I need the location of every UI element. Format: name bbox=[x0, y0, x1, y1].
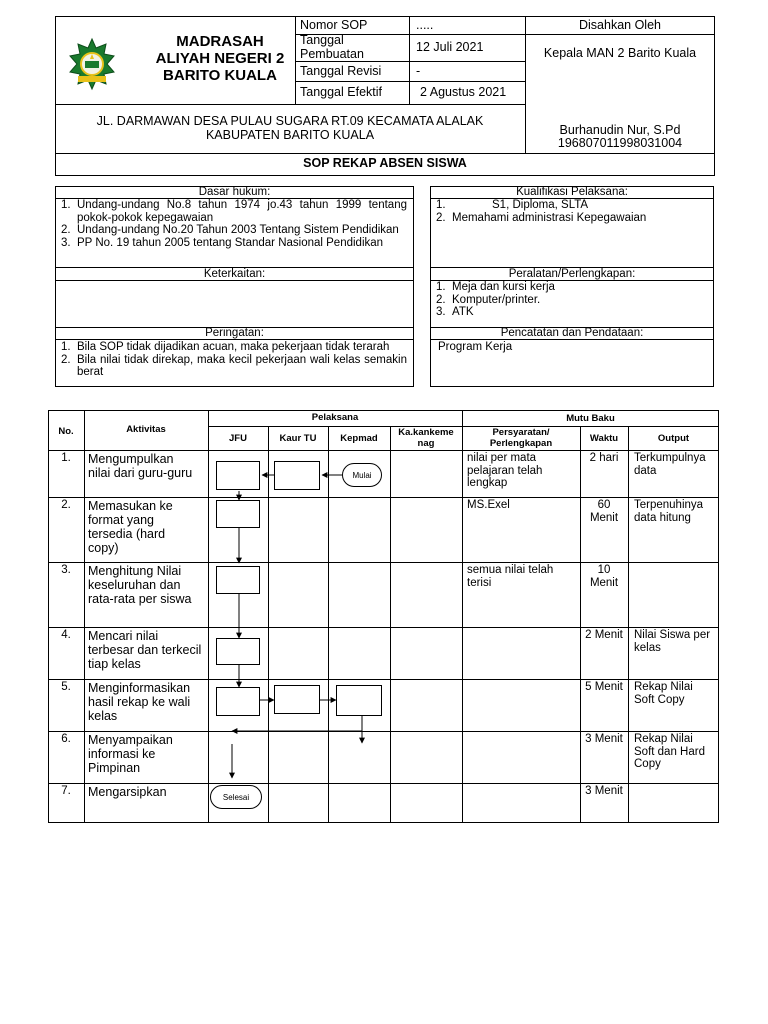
row-aktivitas: Mengumpulkan nilai dari guru-guru bbox=[88, 452, 193, 480]
col-header-output: Output bbox=[657, 433, 690, 444]
row-output: Rekap Nilai Soft dan Hard Copy bbox=[634, 733, 705, 770]
row-output: Nilai Siswa per kelas bbox=[634, 629, 711, 654]
flow-process-box bbox=[216, 638, 260, 665]
list-item: 2. Undang-undang No.20 Tahun 2003 Tentang Sistem Pendidikan bbox=[61, 224, 399, 236]
kualifikasi-title: Kualifikasi Pelaksana: bbox=[516, 186, 628, 198]
peralatan-title: Peralatan/Perlengkapan: bbox=[508, 268, 636, 280]
pencatatan-value: Program Kerja bbox=[438, 341, 513, 353]
row-aktivitas: Mengarsipkan bbox=[88, 785, 167, 799]
row-number: 4. bbox=[61, 629, 71, 641]
tanggal-efektif-value: 2 Agustus 2021 bbox=[420, 85, 507, 99]
institution-name: MADRASAH ALIYAH NEGERI 2 BARITO KUALA bbox=[155, 33, 285, 84]
list-item: 2. Bila nilai tidak direkap, maka kecil pekerjaan wali kelas semakin berat bbox=[61, 353, 407, 378]
tanggal-efektif-label: Tanggal Efektif bbox=[300, 85, 382, 99]
disahkan-jabatan: Kepala MAN 2 Barito Kuala bbox=[543, 46, 697, 60]
col-header-persyaratan: Persyaratan/ Perlengkapan bbox=[489, 427, 553, 449]
col-header-mutu: Mutu Baku bbox=[566, 413, 615, 424]
col-header-jfu: JFU bbox=[229, 433, 247, 444]
row-aktivitas: Menyampaikan informasi ke Pimpinan bbox=[88, 733, 173, 775]
flow-start-terminator: Mulai bbox=[342, 463, 382, 487]
row-aktivitas: Memasukan ke format yang tersedia (hard copy) bbox=[88, 499, 173, 555]
row-persyaratan: MS.Exel bbox=[467, 499, 510, 511]
row-waktu: 2 Menit bbox=[585, 629, 623, 641]
row-number: 1. bbox=[61, 452, 71, 464]
school-address: JL. DARMAWAN DESA PULAU SUGARA RT.09 KECAMATA ALALAK KABUPATEN BARITO KUALA bbox=[96, 114, 484, 142]
row-aktivitas: Menginformasikan hasil rekap ke wali kelas bbox=[88, 681, 191, 723]
row-number: 5. bbox=[61, 681, 71, 693]
flow-end-terminator: Selesai bbox=[210, 785, 262, 809]
list-item: 2. Memahami administrasi Kepegawaian bbox=[436, 211, 647, 224]
flow-process-box bbox=[274, 685, 320, 714]
list-item: 3. PP No. 19 tahun 2005 tentang Standar Nasional Pendidikan bbox=[61, 236, 384, 249]
row-waktu: 10 Menit bbox=[589, 564, 619, 589]
pencatatan-title: Pencatatan dan Pendataan: bbox=[500, 327, 644, 339]
tanggal-pembuatan-label: Tanggal Pembuatan bbox=[300, 33, 364, 61]
row-number: 7. bbox=[61, 785, 71, 797]
nomor-sop-value: ..... bbox=[416, 18, 434, 32]
col-header-kaur-tu: Kaur TU bbox=[279, 433, 317, 444]
tanggal-revisi-label: Tanggal Revisi bbox=[300, 64, 382, 78]
row-waktu: 3 Menit bbox=[585, 733, 623, 745]
flow-process-box bbox=[216, 566, 260, 594]
row-output: Rekap Nilai Soft Copy bbox=[634, 681, 693, 706]
row-waktu: 2 hari bbox=[589, 452, 619, 464]
list-item: 1. Meja dan kursi kerja bbox=[436, 281, 555, 293]
list-item: 3. ATK bbox=[436, 306, 474, 318]
row-output: Terpenuhinya data hitung bbox=[634, 499, 704, 524]
list-item: 2. Komputer/printer. bbox=[436, 293, 541, 306]
col-header-aktivitas: Aktivitas bbox=[126, 424, 166, 435]
tanggal-pembuatan-value: 12 Juli 2021 bbox=[416, 40, 484, 54]
col-header-no: No. bbox=[58, 426, 74, 437]
row-waktu: 5 Menit bbox=[585, 681, 623, 693]
disahkan-label: Disahkan Oleh bbox=[579, 18, 661, 32]
row-number: 2. bbox=[61, 499, 71, 511]
dasar-hukum-title: Dasar hukum: bbox=[198, 186, 271, 198]
list-item: 1. Undang-undang No.8 tahun 1974 jo.43 tahun 1999 tentang pokok-pokok kepegawaian bbox=[61, 199, 407, 224]
col-header-kepmad: Kepmad bbox=[340, 433, 378, 444]
sop-title: SOP REKAP ABSEN SISWA bbox=[303, 156, 467, 170]
row-output: Terkumpulnya data bbox=[634, 452, 706, 477]
row-persyaratan: semua nilai telah terisi bbox=[467, 564, 554, 589]
row-aktivitas: Menghitung Nilai keseluruhan dan rata-rata per siswa bbox=[88, 564, 192, 606]
list-item: 1. Bila SOP tidak dijadikan acuan, maka pekerjaan tidak terarah bbox=[61, 341, 390, 353]
row-waktu: 60 Menit bbox=[589, 499, 619, 524]
col-header-pelaksana: Pelaksana bbox=[311, 412, 359, 423]
row-number: 3. bbox=[61, 564, 71, 576]
tanggal-revisi-value: - bbox=[416, 64, 421, 78]
peringatan-title: Peringatan: bbox=[205, 327, 264, 339]
flow-process-box bbox=[274, 461, 320, 490]
keterkaitan-title: Keterkaitan: bbox=[203, 268, 266, 280]
row-waktu: 3 Menit bbox=[585, 785, 623, 797]
row-persyaratan: nilai per mata pelajaran telah lengkap bbox=[467, 452, 543, 489]
signer-nip: 196807011998031004 bbox=[557, 136, 683, 150]
col-header-waktu: Waktu bbox=[589, 433, 619, 444]
signer-name: Burhanudin Nur, S.Pd bbox=[559, 123, 681, 137]
row-number: 6. bbox=[61, 733, 71, 745]
list-item: 1. S1, Diploma, SLTA bbox=[436, 199, 589, 211]
flow-process-box bbox=[216, 461, 260, 490]
nomor-sop-label: Nomor SOP bbox=[300, 18, 368, 32]
flow-process-box bbox=[216, 500, 260, 528]
flow-process-box bbox=[336, 685, 382, 716]
flow-process-box bbox=[216, 687, 260, 716]
row-aktivitas: Mencari nilai terbesar dan terkecil tiap kelas bbox=[88, 629, 202, 671]
col-header-kakankemenag: Ka.kankeme nag bbox=[398, 427, 454, 449]
